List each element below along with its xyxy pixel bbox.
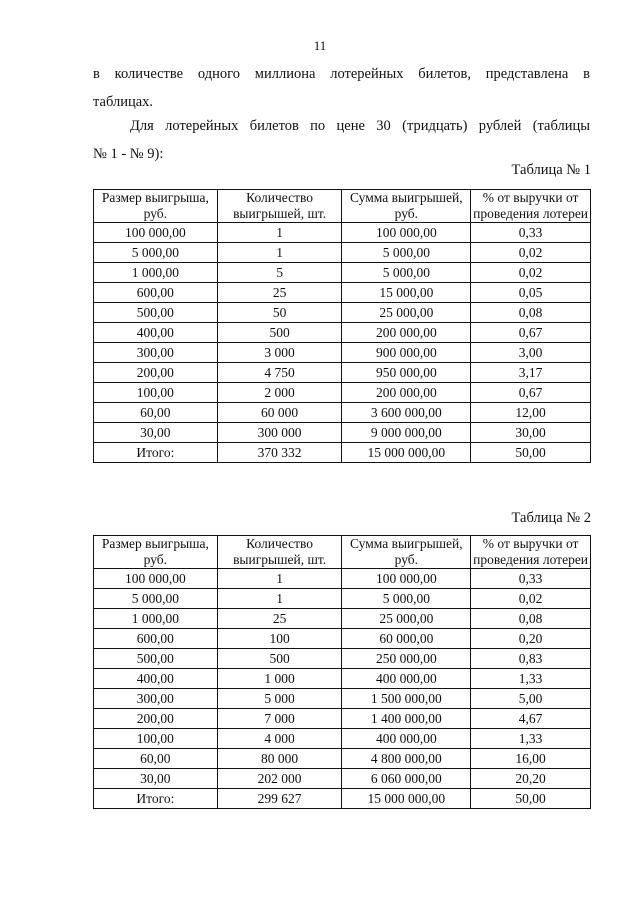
cell-prize-size: Итого: [94,443,218,463]
cell-prize-size: 300,00 [94,343,218,363]
cell-prize-count: 2 000 [217,383,342,403]
cell-prize-size: 600,00 [94,283,218,303]
cell-prize-count: 1 [217,569,342,589]
cell-prize-count: 500 [217,323,342,343]
tickets-paragraph [93,112,590,168]
cell-prize-sum: 9 000 000,00 [342,423,471,443]
cell-prize-count: 300 000 [217,423,342,443]
table-2-body [94,569,591,809]
cell-prize-size: 5 000,00 [94,589,218,609]
header-revenue-percent: % от выручки от проведения лотереи [471,536,591,569]
cell-prize-count: 80 000 [217,749,342,769]
cell-prize-size: 5 000,00 [94,243,218,263]
cell-prize-size: 1 000,00 [94,609,218,629]
cell-revenue-percent: 0,67 [471,383,591,403]
table-2-caption: Таблица № 2 [511,510,591,526]
cell-prize-size: 60,00 [94,749,218,769]
table-row [94,629,591,649]
cell-prize-size: 400,00 [94,669,218,689]
cell-revenue-percent: 1,33 [471,669,591,689]
cell-prize-sum: 900 000,00 [342,343,471,363]
cell-prize-size: 100,00 [94,383,218,403]
prize-table-2 [93,535,591,809]
table-row [94,729,591,749]
cell-prize-count: 4 000 [217,729,342,749]
cell-prize-count: 299 627 [217,789,342,809]
header-prize-sum: Сумма выигрышей, руб. [342,190,471,223]
cell-prize-count: 1 000 [217,669,342,689]
table-row [94,709,591,729]
cell-prize-sum: 25 000,00 [342,609,471,629]
cell-prize-sum: 6 060 000,00 [342,769,471,789]
cell-revenue-percent: 50,00 [471,443,591,463]
cell-prize-count: 25 [217,609,342,629]
cell-revenue-percent: 0,08 [471,303,591,323]
table-total-row [94,443,591,463]
intro-line-2: таблицах. [93,94,154,110]
cell-prize-sum: 950 000,00 [342,363,471,383]
tickets-line-1: Для лотерейных билетов по цене 30 (тридцать) рублей (таблицы [130,118,590,134]
cell-prize-sum: 100 000,00 [342,223,471,243]
table-row [94,323,591,343]
cell-prize-count: 60 000 [217,403,342,423]
cell-prize-sum: 1 500 000,00 [342,689,471,709]
table-row [94,649,591,669]
cell-prize-sum: 25 000,00 [342,303,471,323]
header-prize-sum: Сумма выигрышей, руб. [342,536,471,569]
cell-prize-size: 200,00 [94,363,218,383]
page-number: 11 [313,38,327,53]
header-prize-size: Размер выигрыша, руб. [94,190,218,223]
table-row [94,223,591,243]
cell-revenue-percent: 3,00 [471,343,591,363]
header-revenue-percent: % от выручки от проведения лотереи [471,190,591,223]
cell-prize-count: 370 332 [217,443,342,463]
cell-prize-sum: 200 000,00 [342,323,471,343]
cell-revenue-percent: 0,02 [471,243,591,263]
header-prize-count: Количество выигрышей, шт. [217,536,342,569]
cell-prize-count: 1 [217,223,342,243]
cell-prize-sum: 4 800 000,00 [342,749,471,769]
header-prize-count: Количество выигрышей, шт. [217,190,342,223]
table-row [94,243,591,263]
cell-revenue-percent: 0,67 [471,323,591,343]
cell-revenue-percent: 5,00 [471,689,591,709]
intro-line-1: в количестве одного миллиона лотерейных билетов, представлена в [93,66,590,82]
table-header-row [94,190,591,223]
cell-prize-sum: 5 000,00 [342,589,471,609]
cell-prize-sum: 15 000,00 [342,283,471,303]
cell-prize-count: 3 000 [217,343,342,363]
cell-prize-size: 1 000,00 [94,263,218,283]
cell-prize-count: 202 000 [217,769,342,789]
cell-revenue-percent: 0,02 [471,589,591,609]
cell-revenue-percent: 20,20 [471,769,591,789]
table-row [94,363,591,383]
cell-prize-size: 500,00 [94,649,218,669]
cell-prize-sum: 15 000 000,00 [342,789,471,809]
cell-revenue-percent: 0,20 [471,629,591,649]
cell-prize-sum: 400 000,00 [342,669,471,689]
cell-revenue-percent: 0,08 [471,609,591,629]
table-row [94,689,591,709]
table-row [94,383,591,403]
table-row [94,569,591,589]
cell-revenue-percent: 0,83 [471,649,591,669]
cell-revenue-percent: 16,00 [471,749,591,769]
cell-prize-size: 100,00 [94,729,218,749]
cell-revenue-percent: 4,67 [471,709,591,729]
cell-prize-size: 400,00 [94,323,218,343]
cell-prize-sum: 60 000,00 [342,629,471,649]
cell-prize-count: 25 [217,283,342,303]
table-1-body [94,223,591,463]
cell-prize-sum: 200 000,00 [342,383,471,403]
cell-revenue-percent: 30,00 [471,423,591,443]
cell-prize-sum: 3 600 000,00 [342,403,471,423]
cell-prize-sum: 250 000,00 [342,649,471,669]
cell-prize-sum: 15 000 000,00 [342,443,471,463]
cell-prize-sum: 5 000,00 [342,263,471,283]
cell-prize-count: 4 750 [217,363,342,383]
intro-paragraph [93,60,590,116]
cell-revenue-percent: 3,17 [471,363,591,383]
table-row [94,609,591,629]
cell-prize-sum: 100 000,00 [342,569,471,589]
cell-prize-size: 500,00 [94,303,218,323]
cell-prize-size: 30,00 [94,423,218,443]
cell-prize-size: 100 000,00 [94,569,218,589]
cell-revenue-percent: 0,33 [471,569,591,589]
table-row [94,749,591,769]
cell-prize-count: 1 [217,589,342,609]
cell-prize-sum: 400 000,00 [342,729,471,749]
cell-prize-count: 1 [217,243,342,263]
cell-prize-sum: 5 000,00 [342,243,471,263]
cell-prize-size: 600,00 [94,629,218,649]
cell-prize-sum: 1 400 000,00 [342,709,471,729]
cell-prize-count: 5 [217,263,342,283]
cell-prize-size: 100 000,00 [94,223,218,243]
table-1-caption: Таблица № 1 [511,162,591,178]
cell-revenue-percent: 12,00 [471,403,591,423]
table-row [94,343,591,363]
cell-revenue-percent: 50,00 [471,789,591,809]
table-row [94,669,591,689]
cell-prize-size: 300,00 [94,689,218,709]
cell-prize-count: 7 000 [217,709,342,729]
table-row [94,589,591,609]
cell-prize-size: 60,00 [94,403,218,423]
table-row [94,263,591,283]
prize-table-1 [93,189,591,463]
table-row [94,403,591,423]
table-row [94,423,591,443]
cell-prize-count: 5 000 [217,689,342,709]
table-row [94,303,591,323]
cell-revenue-percent: 0,02 [471,263,591,283]
header-prize-size: Размер выигрыша, руб. [94,536,218,569]
cell-prize-count: 500 [217,649,342,669]
cell-revenue-percent: 1,33 [471,729,591,749]
table-header-row [94,536,591,569]
cell-prize-size: Итого: [94,789,218,809]
table-total-row [94,789,591,809]
cell-prize-size: 30,00 [94,769,218,789]
cell-prize-count: 100 [217,629,342,649]
tickets-line-2: № 1 - № 9): [93,146,164,162]
cell-prize-count: 50 [217,303,342,323]
cell-revenue-percent: 0,33 [471,223,591,243]
cell-prize-size: 200,00 [94,709,218,729]
table-row [94,283,591,303]
table-row [94,769,591,789]
cell-revenue-percent: 0,05 [471,283,591,303]
